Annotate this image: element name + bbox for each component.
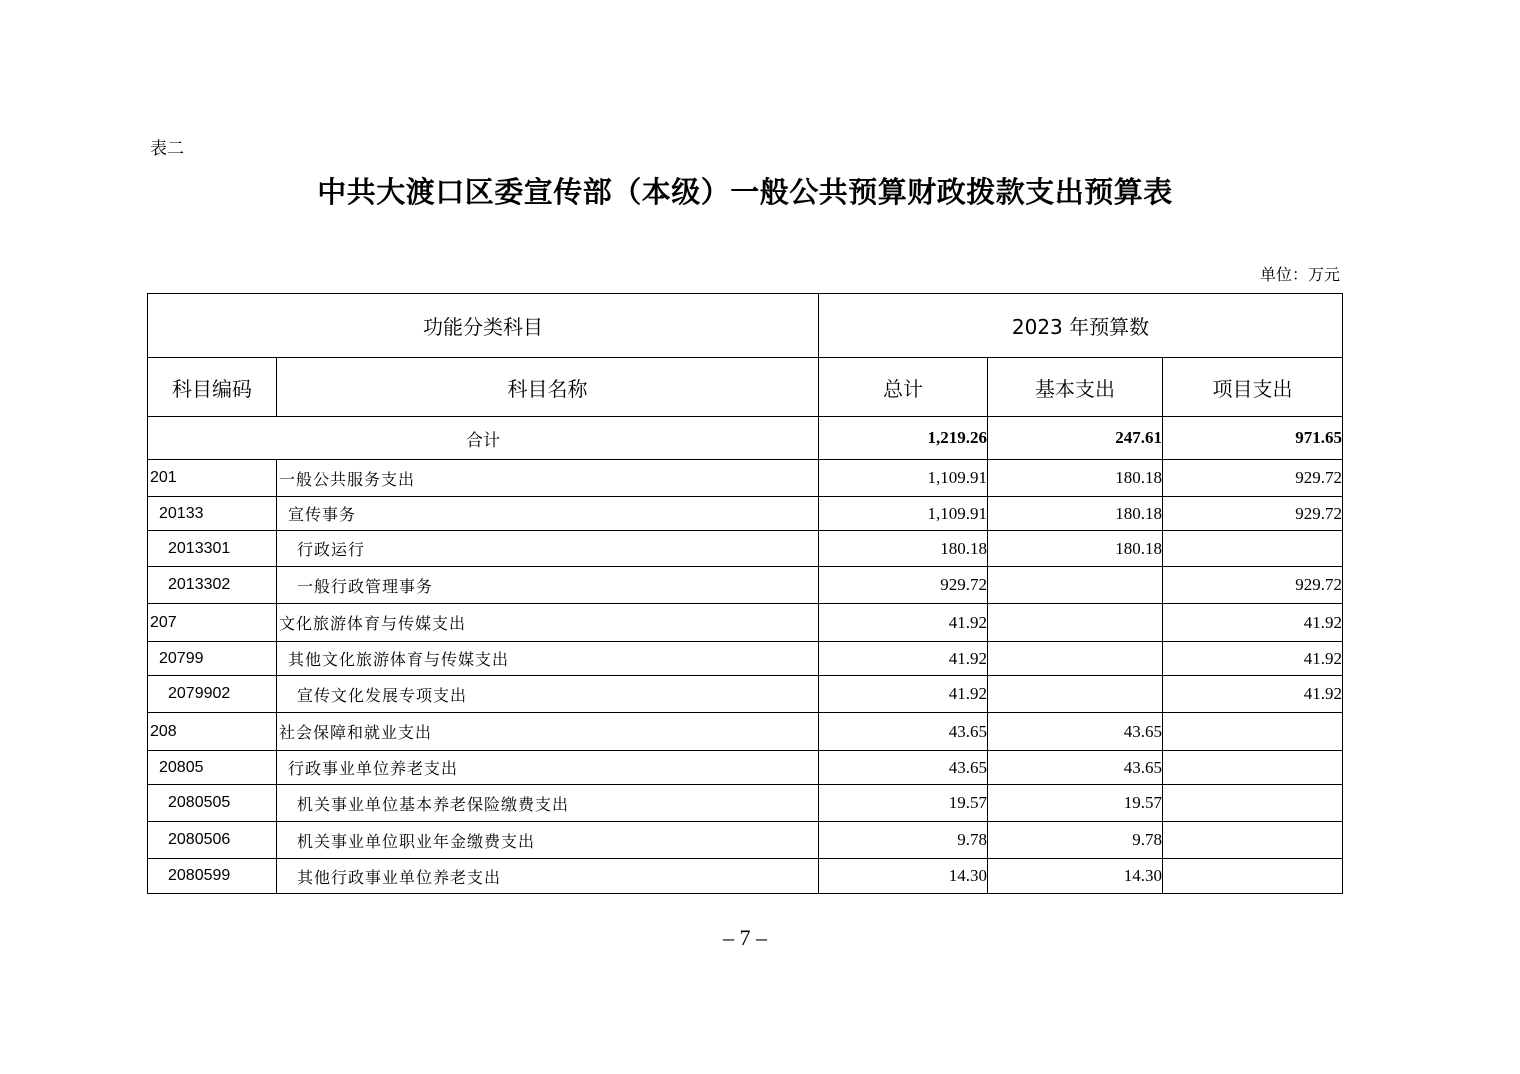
row-total: 41.92 xyxy=(819,604,988,642)
row-name: 其他文化旅游体育与传媒支出 xyxy=(277,642,819,676)
row-project: 41.92 xyxy=(1163,604,1343,642)
table-row xyxy=(148,676,1343,713)
row-code: 207 xyxy=(148,604,277,642)
row-basic: 43.65 xyxy=(988,713,1163,751)
table-row xyxy=(148,531,1343,567)
row-code: 2013302 xyxy=(148,567,277,604)
row-basic: 19.57 xyxy=(988,785,1163,822)
table-row xyxy=(148,567,1343,604)
row-name: 机关事业单位基本养老保险缴费支出 xyxy=(277,785,819,822)
row-code: 2079902 xyxy=(148,676,277,713)
header-code: 科目编码 xyxy=(148,358,277,417)
row-total: 41.92 xyxy=(819,642,988,676)
table-row xyxy=(148,460,1343,497)
header-name: 科目名称 xyxy=(277,358,819,417)
row-name: 宣传文化发展专项支出 xyxy=(277,676,819,713)
row-basic: 180.18 xyxy=(988,497,1163,531)
row-total: 1,109.91 xyxy=(819,460,988,497)
table-row xyxy=(148,859,1343,894)
row-code: 20799 xyxy=(148,642,277,676)
header-budget-year: 2023 年预算数 xyxy=(819,294,1343,358)
row-project: 929.72 xyxy=(1163,567,1343,604)
row-total: 180.18 xyxy=(819,531,988,567)
page-title: 中共大渡口区委宣传部（本级）一般公共预算财政拨款支出预算表 xyxy=(317,175,1173,209)
row-name: 社会保障和就业支出 xyxy=(277,713,819,751)
total-row xyxy=(148,417,1343,460)
row-basic: 180.18 xyxy=(988,460,1163,497)
row-project xyxy=(1163,713,1343,751)
row-name: 机关事业单位职业年金缴费支出 xyxy=(277,822,819,859)
row-name: 行政事业单位养老支出 xyxy=(277,751,819,785)
row-project: 41.92 xyxy=(1163,676,1343,713)
row-basic xyxy=(988,676,1163,713)
row-code: 20805 xyxy=(148,751,277,785)
row-project: 929.72 xyxy=(1163,497,1343,531)
row-basic xyxy=(988,642,1163,676)
row-code: 2080505 xyxy=(148,785,277,822)
header-project: 项目支出 xyxy=(1163,358,1343,417)
header-basic: 基本支出 xyxy=(988,358,1163,417)
row-basic: 14.30 xyxy=(988,859,1163,894)
row-project: 929.72 xyxy=(1163,460,1343,497)
header-row-group xyxy=(148,294,1343,358)
row-total: 43.65 xyxy=(819,751,988,785)
row-total: 41.92 xyxy=(819,676,988,713)
row-name: 文化旅游体育与传媒支出 xyxy=(277,604,819,642)
table-row xyxy=(148,497,1343,531)
table-row xyxy=(148,713,1343,751)
row-total: 1,109.91 xyxy=(819,497,988,531)
row-code: 20133 xyxy=(148,497,277,531)
row-basic: 9.78 xyxy=(988,822,1163,859)
row-code: 208 xyxy=(148,713,277,751)
row-total: 14.30 xyxy=(819,859,988,894)
row-name: 行政运行 xyxy=(277,531,819,567)
total-basic: 247.61 xyxy=(988,417,1163,460)
row-project xyxy=(1163,751,1343,785)
table-row xyxy=(148,822,1343,859)
row-project: 41.92 xyxy=(1163,642,1343,676)
row-basic xyxy=(988,567,1163,604)
row-basic: 180.18 xyxy=(988,531,1163,567)
row-project xyxy=(1163,822,1343,859)
row-total: 9.78 xyxy=(819,822,988,859)
row-total: 43.65 xyxy=(819,713,988,751)
page-number: – 7 – xyxy=(723,925,767,950)
row-total: 929.72 xyxy=(819,567,988,604)
row-basic: 43.65 xyxy=(988,751,1163,785)
row-name: 一般公共服务支出 xyxy=(277,460,819,497)
row-project xyxy=(1163,785,1343,822)
row-code: 2080599 xyxy=(148,859,277,894)
total-project: 971.65 xyxy=(1163,417,1343,460)
table-row xyxy=(148,604,1343,642)
row-code: 2013301 xyxy=(148,531,277,567)
row-basic xyxy=(988,604,1163,642)
table-label: 表二 xyxy=(150,139,184,159)
row-total: 19.57 xyxy=(819,785,988,822)
table-row xyxy=(148,785,1343,822)
row-project xyxy=(1163,859,1343,894)
total-label: 合计 xyxy=(148,417,819,460)
unit-label: 单位：万元 xyxy=(1259,265,1340,284)
header-row-columns xyxy=(148,358,1343,417)
total-sum: 1,219.26 xyxy=(819,417,988,460)
table-row xyxy=(148,751,1343,785)
table-body xyxy=(148,417,1343,894)
row-code: 201 xyxy=(148,460,277,497)
row-project xyxy=(1163,531,1343,567)
header-total: 总计 xyxy=(819,358,988,417)
row-name: 其他行政事业单位养老支出 xyxy=(277,859,819,894)
row-name: 一般行政管理事务 xyxy=(277,567,819,604)
header-function-classification: 功能分类科目 xyxy=(148,294,819,358)
budget-table xyxy=(147,293,1343,894)
row-code: 2080506 xyxy=(148,822,277,859)
table-row xyxy=(148,642,1343,676)
row-name: 宣传事务 xyxy=(277,497,819,531)
